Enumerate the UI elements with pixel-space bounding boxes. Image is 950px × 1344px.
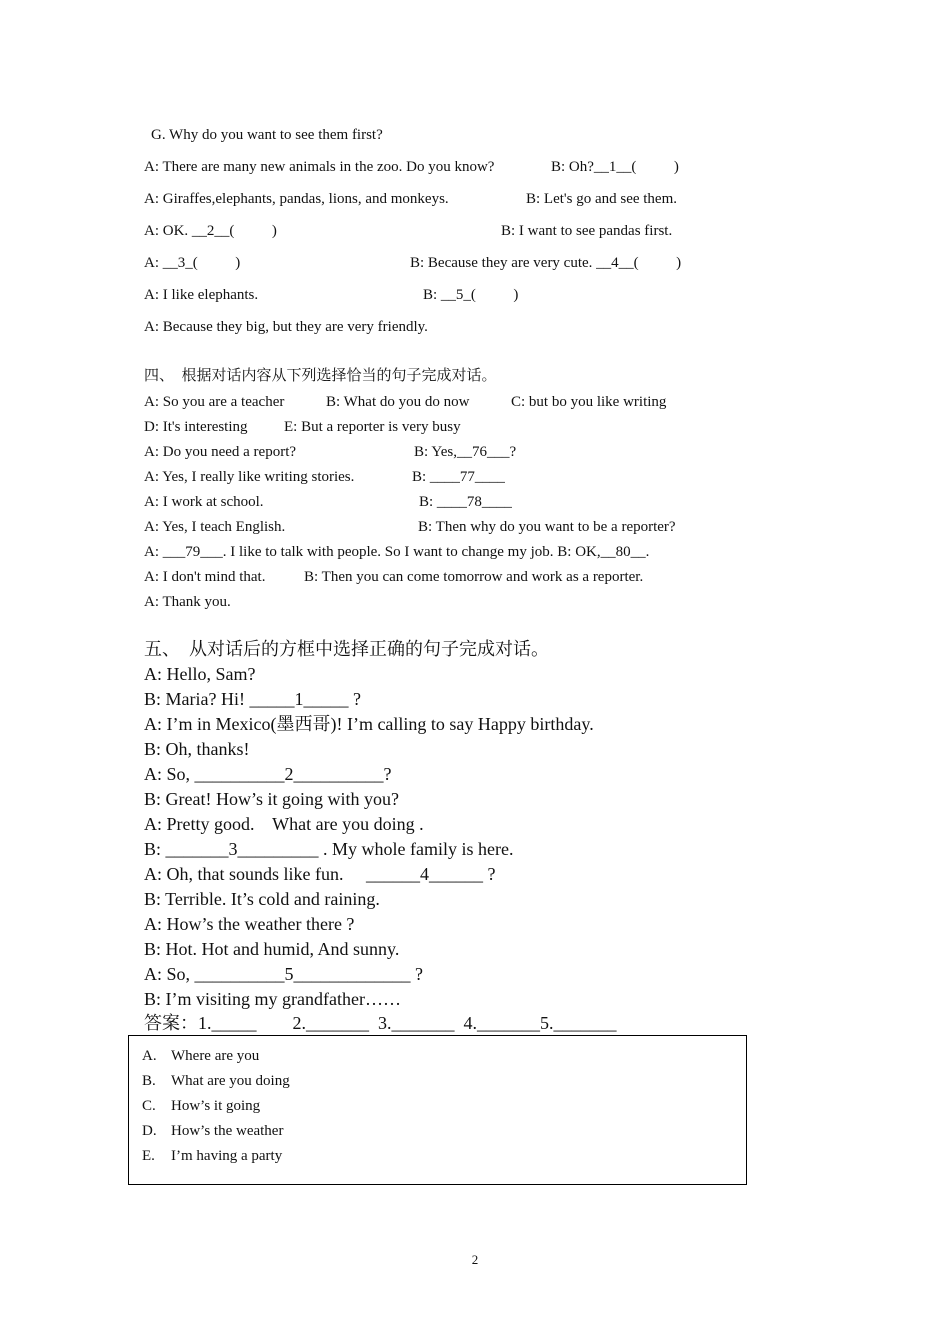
dialog-line: A: Yes, I really like writing stories.	[144, 469, 355, 485]
dialog-line: B: ____77____	[412, 469, 505, 485]
dialog-line: A: There are many new animals in the zoo. Do you know?	[144, 159, 495, 175]
dialog-line: B: Oh?__1__( )	[551, 159, 679, 175]
box-option	[142, 1074, 290, 1089]
box-option-text: Where are you	[171, 1048, 260, 1064]
dialog-line: A: Thank you.	[144, 594, 231, 610]
dialog-line: A: ___79___. I like to talk with people. So I want to change my job. B: OK,__80__.	[144, 544, 650, 560]
dialog-line: A: Do you need a report?	[144, 444, 297, 460]
dialog-line: A: __3_( )	[144, 255, 241, 271]
option-item: D: It's interesting	[144, 419, 248, 435]
dialog-line: A: Yes, I teach English.	[144, 519, 286, 535]
box-option-key: C.	[142, 1098, 156, 1114]
dialog-line: A: OK. __2__( )	[144, 223, 277, 239]
dialog-line: A: Pretty good. What are you doing .	[144, 814, 424, 834]
box-option-key: D.	[142, 1123, 157, 1139]
box-option	[142, 1124, 283, 1139]
option-item: C: but bo you like writing	[511, 394, 667, 410]
dialog-line: B: __5_( )	[423, 287, 519, 303]
dialog-line: B: Then you can come tomorrow and work as a reporter.	[304, 569, 644, 585]
option-item: A: So you are a teacher	[144, 394, 285, 410]
dialog-line: A: How’s the weather there ?	[144, 914, 355, 934]
dialog-line: B: Great! How’s it going with you?	[144, 789, 399, 809]
dialog-line: B: Oh, thanks!	[144, 739, 250, 759]
dialog-line: B: I’m visiting my grandfather……	[144, 989, 401, 1009]
dialog-line: A: Because they big, but they are very friendly.	[144, 319, 428, 335]
dialog-line: B: ____78____	[419, 494, 512, 510]
dialog-line: A: Hello, Sam?	[144, 664, 256, 684]
box-option-text: What are you doing	[171, 1073, 290, 1089]
dialog-line: A: So, __________5_____________ ?	[144, 964, 423, 984]
option-item: E: But a reporter is very busy	[284, 419, 461, 435]
answer-line: 答案：1._____ 2._______ 3._______ 4._______5._______	[144, 1013, 617, 1033]
dialog-line: B: I want to see pandas first.	[501, 223, 673, 239]
dialog-line: B: Maria? Hi! _____1_____ ?	[144, 689, 361, 709]
dialog-line: A: I don't mind that.	[144, 569, 266, 585]
dialog-line: A: So, __________2__________?	[144, 764, 392, 784]
dialog-line: A: I’m in Mexico(墨西哥)! I’m calling to say Happy birthday.	[144, 714, 594, 734]
dialog-line: A: Oh, that sounds like fun. ______4______ ?	[144, 864, 496, 884]
box-option-key: E.	[142, 1148, 155, 1164]
dialog-line: B: Because they are very cute. __4__( )	[410, 255, 682, 271]
option-g: G. Why do you want to see them first?	[151, 127, 383, 143]
dialog-line: B: _______3_________ . My whole family is here.	[144, 839, 514, 859]
page-number: 2	[471, 1252, 479, 1267]
box-option-key: A.	[142, 1048, 157, 1064]
dialog-line: B: Let's go and see them.	[526, 191, 678, 207]
box-option-key: B.	[142, 1073, 156, 1089]
box-option-text: How’s the weather	[171, 1123, 284, 1139]
dialog-line: A: I like elephants.	[144, 287, 259, 303]
box-option-text: How’s it going	[171, 1098, 261, 1114]
dialog-line: A: Giraffes,elephants, pandas, lions, and monkeys.	[144, 191, 449, 207]
box-option	[142, 1149, 282, 1164]
option-item: B: What do you do now	[326, 394, 470, 410]
box-option-text: I’m having a party	[171, 1148, 283, 1164]
box-option	[142, 1099, 260, 1114]
dialog-line: B: Hot. Hot and humid, And sunny.	[144, 939, 400, 959]
dialog-line: B: Yes,__76___?	[414, 444, 517, 460]
box-option	[142, 1049, 259, 1064]
options-box	[128, 1035, 747, 1185]
dialog-line: A: I work at school.	[144, 494, 264, 510]
dialog-line: B: Then why do you want to be a reporter?	[418, 519, 676, 535]
section5-heading: 五、 从对话后的方框中选择正确的句子完成对话。	[144, 639, 549, 659]
dialog-line: B: Terrible. It’s cold and raining.	[144, 889, 380, 909]
section4-heading: 四、 根据对话内容从下列选择恰当的句子完成对话。	[144, 368, 497, 384]
